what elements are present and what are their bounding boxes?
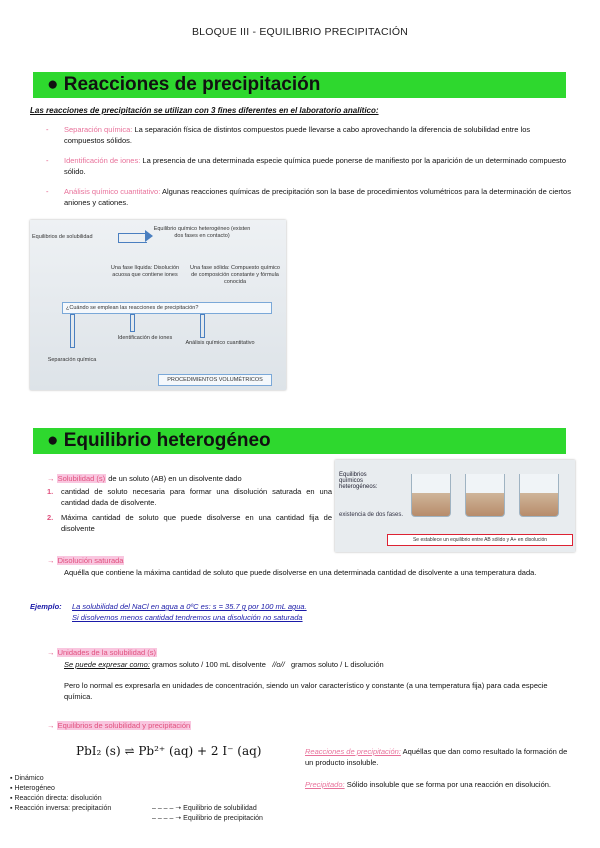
equilibrium-equation-image — [10, 740, 296, 828]
diagram-liquid: Una fase líquida: Disolución acuosa que contiene iones — [110, 265, 180, 278]
image-text: existencia de dos fases. — [339, 512, 404, 518]
equilibria-heading: → Equilibrios de solubilidad y precipitación — [47, 721, 191, 730]
diagram-solubility: Equilibrios de solubilidad — [32, 234, 93, 240]
saturated-heading: → Disolución saturada — [47, 556, 124, 565]
saturated-text: Aquélla que contiene la máxima cantidad de soluto que puede disolverse en una determinada cantidad de disolvente a una temperatura dada. — [64, 568, 537, 577]
diagram-question: ¿Cuándo se emplean las reacciones de precipitación? — [62, 302, 272, 314]
image-caption: Se establece un equilibrio entre AB sólido y A+ en disolución — [387, 534, 573, 546]
list-item: 1. cantidad de soluto necesaria para formar una disolución saturada en una cantidad dada de disolvente. — [47, 487, 332, 507]
diagram-ident: Identificación de iones — [117, 335, 173, 341]
diagram-solid: Una fase sólida: Compuesto químico de composición constante y fórmula conocida — [190, 265, 280, 285]
def-2: Máxima cantidad de soluto que puede disolverse en una cantidad fija de disolvente — [61, 513, 332, 533]
diagram-procedures: PROCEDIMIENTOS VOLUMÉTRICOS — [158, 374, 272, 386]
def-1: cantidad de soluto necesaria para formar una disolución saturada en una cantidad dada de disolvente. — [61, 487, 332, 507]
example-line-2: Si disolvemos menos cantidad tendremos una disolución no saturada — [72, 613, 303, 622]
solubility-definition: → Solubilidad (s) de un soluto (AB) en un disolvente dado — [47, 474, 242, 483]
item-term: Separación química: — [64, 125, 133, 134]
list-item: 2. Máxima cantidad de soluto que puede disolverse en una cantidad fija de disolvente — [47, 513, 332, 533]
item-text: La presencia de una determinada especie química puede ponerse de manifiesto por la aparición de un determinado compuesto sólido. — [64, 156, 567, 176]
result-solubility: – – – – ➝ Equilibrio de solubilidad — [152, 805, 257, 812]
example-line-1: La solubilidad del NaCl en agua a 0ºC es: s = 35.7 g por 100 mL agua. — [72, 602, 307, 611]
reaction-definition: Reacciones de precipitación: Aquéllas que dan como resultado la formación de un producto insoluble. — [305, 747, 568, 767]
solubility-term: Solubilidad (s) — [57, 474, 106, 483]
example-label: Ejemplo: — [30, 602, 62, 611]
equation: PbI₂ (s) ⇌ Pb²⁺ (aq) + 2 I⁻ (aq) — [76, 744, 262, 758]
image-title: Equilibrios químicos heterogéneos: — [339, 472, 378, 490]
solubility-text: de un soluto (AB) en un disolvente dado — [108, 474, 242, 483]
result-precipitation: – – – – ➝ Equilibrio de precipitación — [152, 815, 263, 822]
page-header: BLOQUE III - EQUILIBRIO PRECIPITACIÓN — [191, 26, 409, 38]
item-term: Identificación de iones: — [64, 156, 141, 165]
equilibrium-properties: ▪ Dinámico ▪ Heterogéneo ▪ Reacción directa: disolución ▪ Reacción inversa: precipitación — [10, 775, 112, 812]
item-text: La separación física de distintos compuestos puede llevarse a cabo aprovechando la diferencia de solubilidad entre los compuestos sólidos. — [64, 125, 531, 145]
diagram-hetero: Equilibrio químico heterogéneo (existen dos fases en contacto) — [153, 226, 251, 239]
item-term: Análisis químico cuantitativo: — [64, 187, 161, 196]
diagram-separation: Separación química — [47, 357, 97, 363]
heterogeneous-equilibrium-image — [335, 460, 575, 552]
list-item: - Análisis químico cuantitativo: Algunas reacciones químicas de precipitación son la base de procedimientos volumétricos para la determinación de ciertos aniones y cationes. — [46, 187, 571, 207]
precipitation-diagram — [30, 220, 286, 390]
item-text: Algunas reacciones químicas de precipitación son la base de procedimientos volumétricos para la determinación de ciertos aniones y cationes. — [64, 187, 571, 207]
precipitate-definition: Precipitado: Sólido insoluble que se forma por una reacción en disolución. — [305, 780, 551, 789]
diagram-analysis: Análisis químico cuantitativo — [185, 340, 255, 346]
units-note: Pero lo normal es expresarla en unidades de concentración, siendo un valor característico y constante (a una temperatura fija) para cada especie química. — [64, 681, 548, 701]
section-title-precipitation: ● Reacciones de precipitación — [33, 72, 566, 98]
list-item: - Separación química: La separación física de distintos compuestos puede llevarse a cabo aprovechando la diferencia de solubilidad entre los compuestos sólidos. — [46, 125, 531, 145]
list-item: - Identificación de iones: La presencia de una determinada especie química puede ponerse de manifiesto por la aparición de un determinado compuesto sólido. — [46, 156, 567, 176]
units-heading: → Unidades de la solubilidad (s) — [47, 648, 156, 657]
section-title-heterogeneous: ● Equilibrio heterogéneo — [33, 428, 566, 454]
intro-text: Las reacciones de precipitación se utilizan con 3 fines diferentes en el laboratorio analítico: — [30, 106, 379, 115]
units-expression: Se puede expresar como: gramos soluto / 100 mL disolvente //o// gramos soluto / L disolución — [64, 660, 384, 669]
